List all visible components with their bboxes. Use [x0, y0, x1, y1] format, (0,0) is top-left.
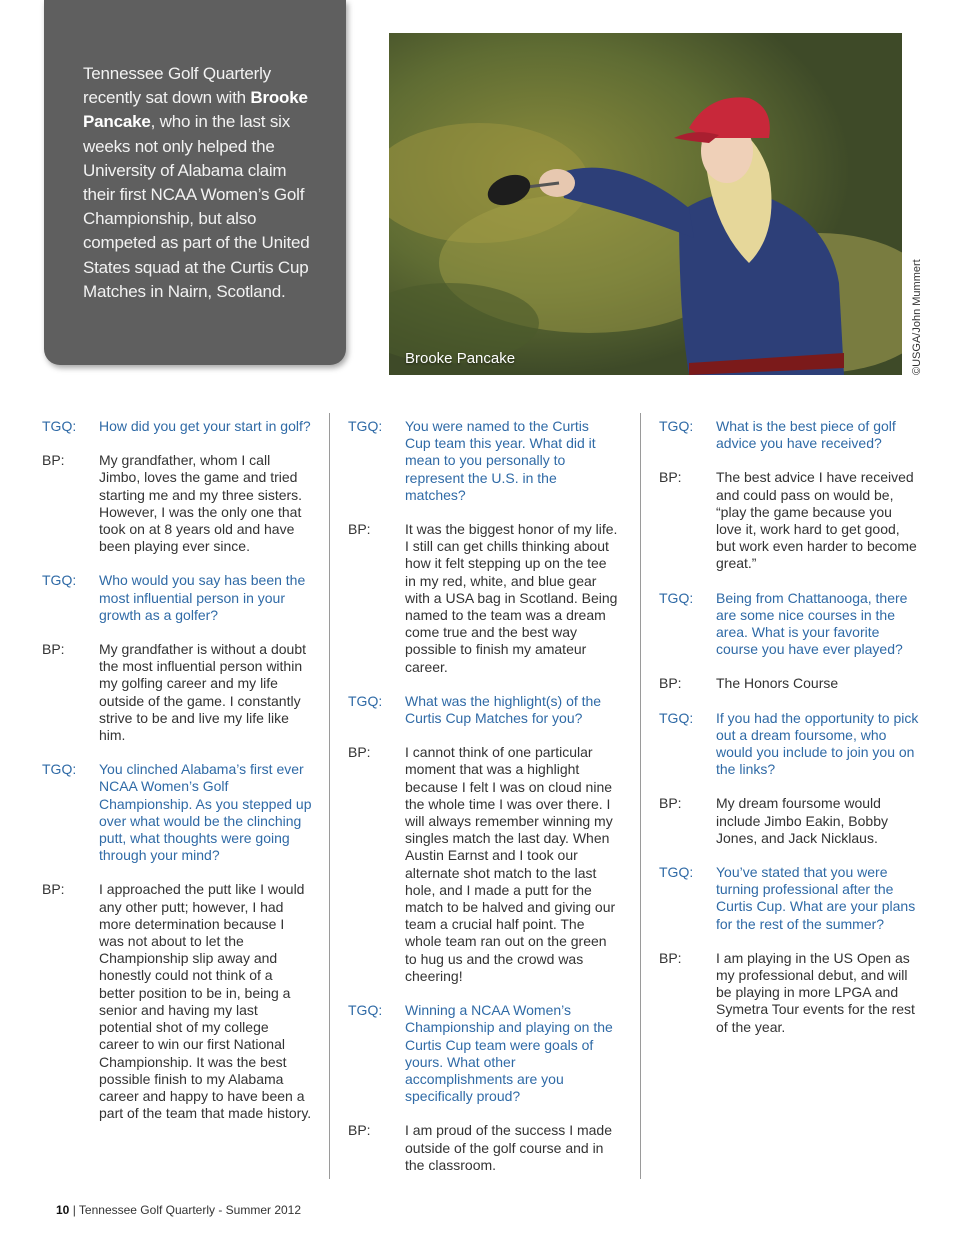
question-text: What was the highlight(s) of the Curtis Cup Matches for you? — [405, 692, 602, 727]
answer-label: BP: — [42, 452, 65, 469]
answer-text: It was the biggest honor of my life. I still can get chills thinking about how it felt stepping up on the tee in my red, white, and blue gear with a USA bag in Scotland. Being named to the team was a dream come true and the best way possible to finish my amateur career. — [405, 521, 618, 675]
question-text: You’ve stated that you were turning professional after the Curtis Cup. What are your plans for the rest of the summer? — [716, 864, 916, 932]
golfer-photo — [389, 33, 902, 375]
question — [659, 864, 919, 933]
answer — [659, 795, 919, 847]
interview-column-2 — [348, 418, 618, 1191]
answer-label: BP: — [348, 1122, 371, 1139]
answer — [42, 881, 312, 1122]
question-text: Who would you say has been the most influential person in your growth as a golfer? — [99, 572, 306, 623]
answer — [42, 641, 312, 744]
question-label: TGQ: — [42, 572, 77, 589]
answer — [348, 521, 618, 676]
answer-text: I approached the putt like I would any other putt; however, I had more determination because I was not about to let the Championship slip away and honestly could not think of a better position to be in, being a senior and having my last potential shot of my college career to win our first National Championship. It was the best possible finish to my Alabama career and happy to have been a part of the team that made history. — [99, 881, 312, 1122]
interview-column-3 — [659, 418, 919, 1053]
answer-text: The best advice I have received and could pass on would be, “play the game because you love it, work hard to get good, but work even harder to become great.” — [716, 469, 917, 572]
answer — [659, 675, 919, 692]
intro-before: Tennessee Golf Quarterly recently sat down with — [83, 64, 271, 108]
intro-name: Brooke Pancake — [83, 88, 308, 132]
page-footer — [56, 1203, 301, 1217]
answer-label: BP: — [348, 521, 371, 538]
answer-label: BP: — [659, 469, 682, 486]
question — [659, 710, 919, 779]
question-label: TGQ: — [42, 761, 77, 778]
photo-credit: ©USGA/John Mummert — [911, 259, 923, 375]
intro-after: , who in the last six weeks not only helped the University of Alabama claim their first NCAA Women’s Golf Championship, but also competed as part of the United States squad at the Curtis Cup Matches in Nairn, Scotland. — [83, 112, 310, 301]
question-label: TGQ: — [659, 418, 694, 434]
question — [42, 761, 312, 864]
question-text: You were named to the Curtis Cup team this year. What did it mean to you personally to represent the U.S. in the matches? — [405, 418, 596, 503]
intro-box — [44, 0, 346, 365]
question — [42, 572, 312, 624]
question-label: TGQ: — [42, 418, 77, 434]
question — [42, 418, 312, 435]
answer-text: The Honors Course — [716, 675, 839, 692]
answer — [348, 744, 618, 985]
answer-text: I am proud of the success I made outside of the golf course and in the classroom. — [405, 1122, 612, 1173]
question-label: TGQ: — [348, 418, 383, 434]
answer — [659, 950, 919, 1036]
question — [348, 418, 618, 504]
question-label: TGQ: — [659, 864, 694, 881]
question — [659, 418, 919, 452]
question — [348, 693, 618, 727]
footer-text: | Tennessee Golf Quarterly - Summer 2012 — [69, 1203, 302, 1217]
column-divider-1 — [329, 413, 330, 1179]
answer-text: My grandfather is without a doubt the most influential person within my golfing career and my life outside of the game. I constantly strive to be and live my life like him. — [99, 641, 307, 744]
answer-text: My grandfather, whom I call Jimbo, loves the game and tried starting me and my three sisters. However, I was the only one that took on at 8 years old and have been playing ever since. — [99, 452, 303, 555]
answer-text: I cannot think of one particular moment that was a highlight because I felt I was on cloud nine the whole time I was over there. I will always remember winning my singles match the last day. When Austin Earnst and I took our alternate shot match to the last hole, and I made a putt for the match to be halved and giving our team a crucial half point. The whole team ran out on the green to hug us and the crowd was cheering! — [405, 744, 616, 984]
question — [348, 1002, 618, 1105]
question-text: Winning a NCAA Women’s Championship and playing on the Curtis Cup team were goals of yours. What other accomplishments are you specifically proud? — [405, 1002, 613, 1105]
answer-label: BP: — [42, 881, 65, 898]
answer-label: BP: — [348, 744, 371, 761]
answer-label: BP: — [659, 949, 682, 966]
question-text: You clinched Alabama’s first ever NCAA Women’s Golf Championship. As you stepped up over what would be the clinching putt, what thoughts were going through your mind? — [99, 761, 312, 864]
answer — [42, 452, 312, 555]
question — [659, 590, 919, 659]
answer — [659, 469, 919, 572]
question-text: Being from Chattanooga, there are some nice courses in the area. What is your favorite course you have ever played? — [716, 589, 908, 658]
question-text: How did you get your start in golf? — [99, 418, 311, 434]
answer-label: BP: — [659, 795, 682, 812]
answer-label: BP: — [42, 641, 65, 658]
question-text: What is the best piece of golf advice you have received? — [716, 418, 896, 452]
golfer-illustration — [389, 33, 902, 375]
question-label: TGQ: — [659, 709, 694, 726]
question-label: TGQ: — [348, 692, 383, 709]
intro-text — [83, 62, 315, 304]
interview-column-1 — [42, 418, 312, 1139]
answer — [348, 1122, 618, 1174]
answer-label: BP: — [659, 675, 682, 692]
question-text: If you had the opportunity to pick out a dream foursome, who would you include to join you on the links? — [716, 709, 919, 778]
column-divider-2 — [640, 413, 641, 1179]
question-label: TGQ: — [659, 589, 694, 606]
page-number: 10 — [56, 1203, 70, 1217]
photo-caption: Brooke Pancake — [405, 350, 516, 367]
answer-text: My dream foursome would include Jimbo Eakin, Bobby Jones, and Jack Nicklaus. — [716, 795, 888, 846]
question-label: TGQ: — [348, 1002, 383, 1019]
answer-text: I am playing in the US Open as my professional debut, and will be playing in more LPGA and Symetra Tour events for the rest of the year. — [716, 949, 915, 1035]
